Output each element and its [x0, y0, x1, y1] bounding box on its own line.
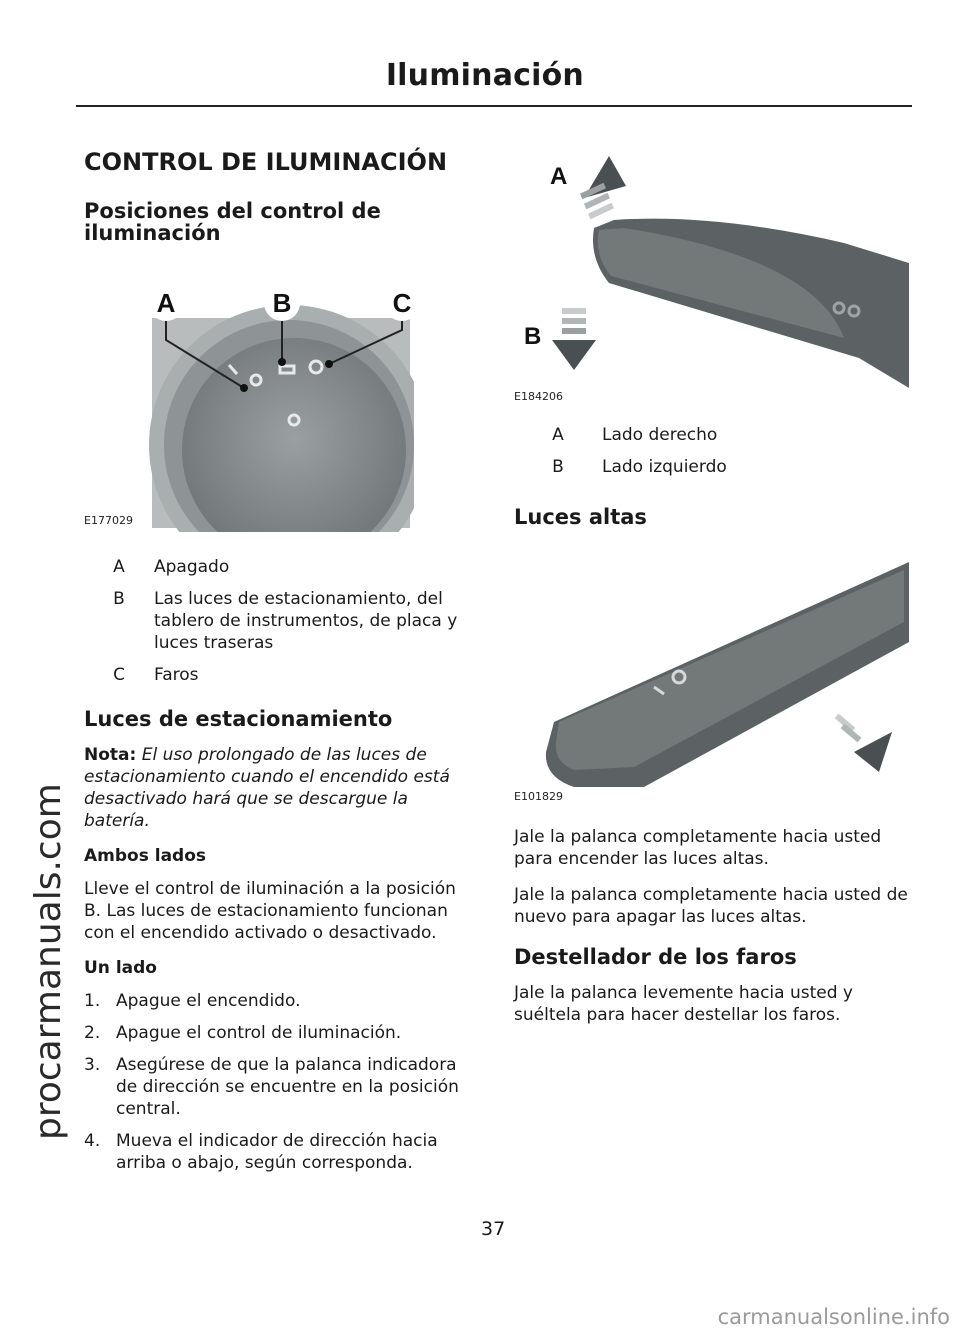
list-item	[84, 990, 476, 1012]
list-item	[84, 1130, 476, 1174]
subsection-title: Posiciones del control de iluminación	[84, 199, 381, 245]
high-beams-figure	[514, 542, 914, 804]
list-item	[84, 1022, 476, 1044]
page-number: 37	[481, 1218, 506, 1240]
note-text: El uso prolongado de las luces de estacionamiento cuando el encendido está desactivado hará que se descargue la batería.	[84, 745, 450, 831]
legend-item	[84, 664, 476, 686]
figure-label-c: C	[392, 288, 412, 318]
one-side-title: Un lado	[84, 958, 157, 978]
side-watermark: procarmanuals.com	[28, 783, 69, 1140]
step-text: Apague el encendido.	[116, 991, 301, 1011]
high-beams-text-2: Jale la palanca completamente hacia usted de nuevo para apagar las luces altas.	[514, 885, 908, 927]
legend-key: A	[552, 425, 564, 445]
header-divider	[76, 105, 912, 107]
light-switch-illustration	[84, 270, 414, 532]
high-beams-illustration	[514, 542, 914, 792]
legend-text: Lado izquierdo	[602, 457, 727, 477]
figure-label-b: B	[272, 288, 292, 318]
right-column	[514, 148, 914, 1040]
figure-code: E101829	[514, 790, 563, 803]
legend-key: B	[552, 457, 564, 477]
step-number: 2.	[84, 1023, 101, 1043]
flasher-text: Jale la palanca levemente hacia usted y suéltela para hacer destellar los faros.	[514, 983, 853, 1025]
legend-item	[84, 556, 476, 578]
both-sides-text: Lleve el control de iluminación a la posición B. Las luces de estacionamiento funcionan con el encendido activado o desactivado.	[84, 879, 456, 943]
list-item	[84, 1054, 476, 1120]
flasher-title: Destellador de los faros	[514, 945, 797, 969]
note-paragraph	[84, 744, 476, 832]
turn-signal-figure	[514, 148, 914, 406]
step-text: Asegúrese de que la palanca indicadora de dirección se encuentre en la posición central.	[116, 1055, 459, 1119]
figure-code: E184206	[514, 390, 563, 403]
figure-label-b: B	[524, 323, 542, 350]
footer-watermark: carmanualsonline.info	[717, 1305, 950, 1329]
legend-key: A	[113, 557, 125, 577]
page-header-title: Iluminación	[385, 58, 584, 93]
legend-item	[514, 424, 914, 446]
legend-item	[514, 456, 914, 478]
step-text: Mueva el indicador de dirección hacia arriba o abajo, según corresponda.	[116, 1131, 438, 1173]
high-beams-text-1: Jale la palanca completamente hacia usted para encender las luces altas.	[514, 827, 882, 869]
light-switch-figure	[84, 270, 414, 532]
legend-text: Lado derecho	[602, 425, 718, 445]
figure-code: E177029	[84, 514, 133, 527]
section-title: CONTROL DE ILUMINACIÓN	[84, 148, 448, 176]
both-sides-title: Ambos lados	[84, 846, 207, 866]
steps-list	[84, 990, 476, 1174]
step-number: 1.	[84, 991, 101, 1011]
figure-label-a: A	[156, 288, 176, 318]
high-beams-title: Luces altas	[514, 505, 647, 529]
legend-key: B	[113, 589, 125, 609]
step-text: Apague el control de iluminación.	[116, 1023, 402, 1043]
note-label: Nota:	[84, 745, 137, 765]
step-number: 3.	[84, 1055, 101, 1075]
left-column	[84, 148, 476, 1184]
legend-key: C	[113, 665, 125, 685]
parking-lights-title: Luces de estacionamiento	[84, 707, 393, 731]
figure-label-a: A	[550, 163, 568, 190]
legend-item	[84, 588, 476, 654]
legend-text: Las luces de estacionamiento, del tablero de instrumentos, de placa y luces traseras	[154, 589, 458, 653]
step-number: 4.	[84, 1131, 101, 1151]
legend-text: Apagado	[154, 557, 230, 577]
legend-text: Faros	[154, 665, 199, 685]
turn-signal-illustration	[514, 148, 914, 388]
